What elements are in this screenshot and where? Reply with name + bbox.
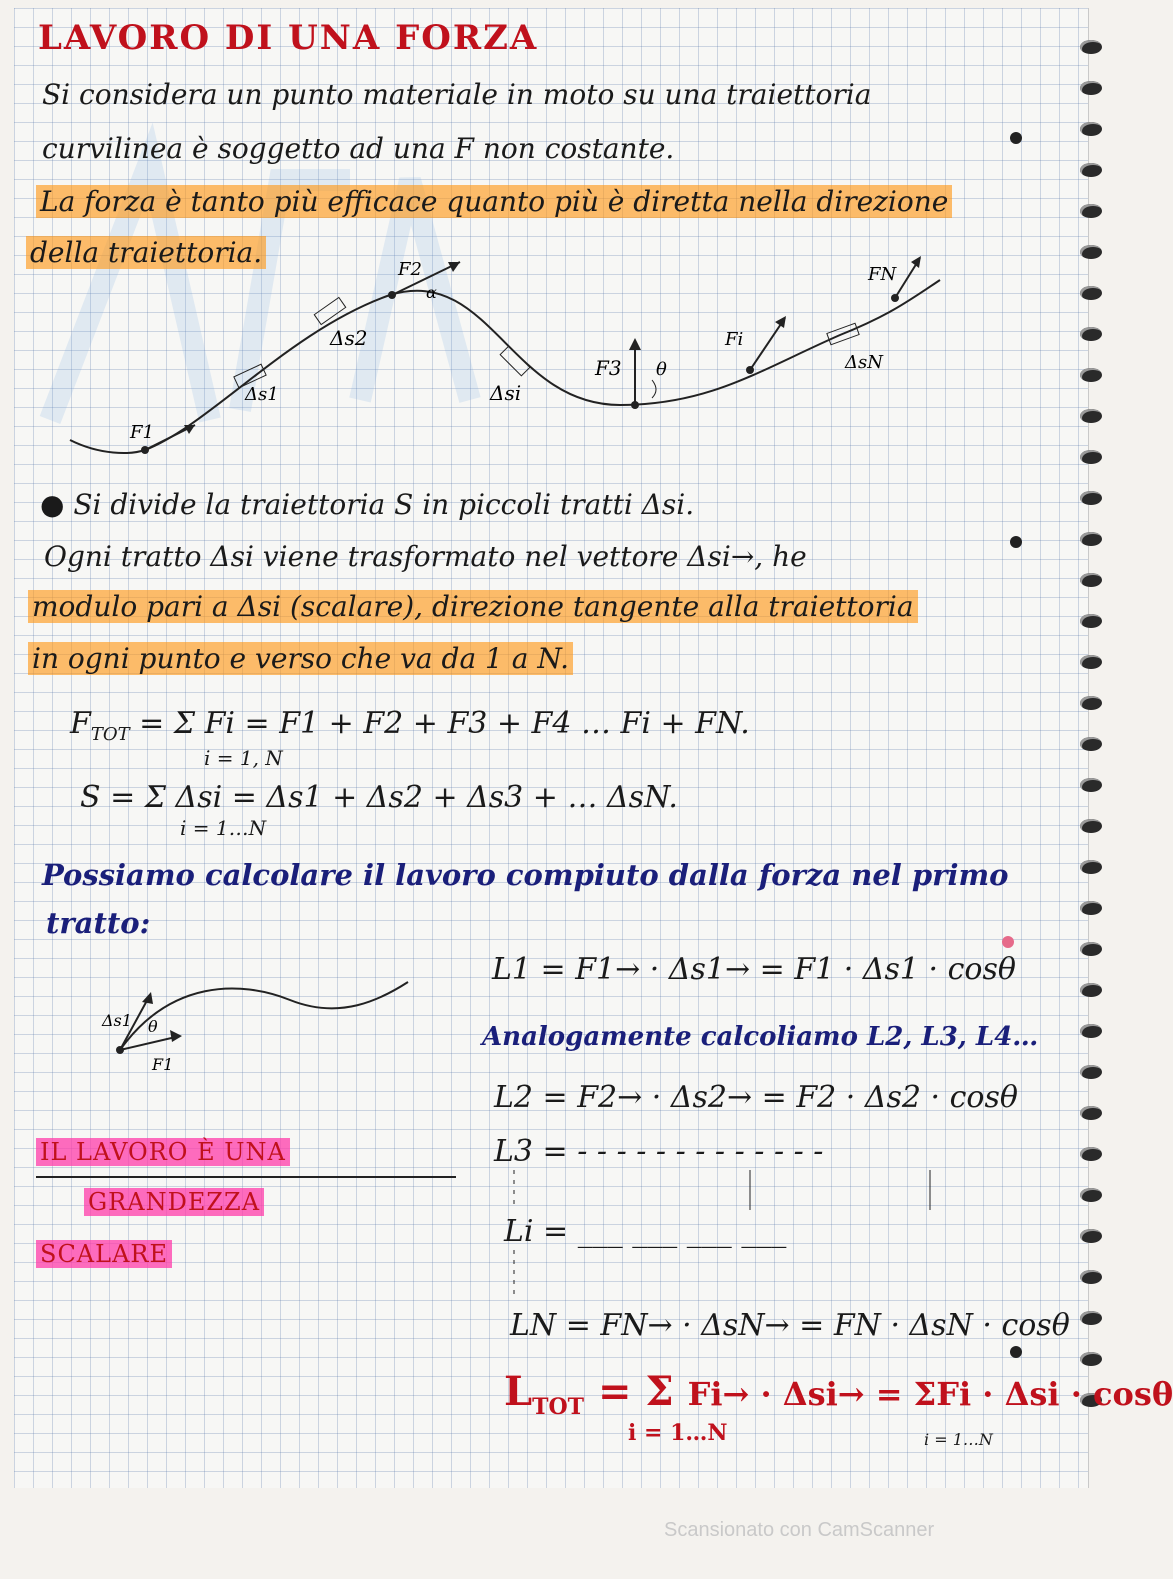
scanner-footer: Scansionato con CamScanner bbox=[664, 1519, 935, 1541]
spiral-ring bbox=[1080, 1106, 1102, 1120]
spiral-ring bbox=[1080, 286, 1102, 300]
spiral-ring bbox=[1080, 1065, 1102, 1079]
punch-hole bbox=[1010, 1346, 1022, 1358]
spiral-ring bbox=[1080, 983, 1102, 997]
spiral-ring bbox=[1080, 860, 1102, 874]
scalar-line-3: SCALARE bbox=[36, 1240, 172, 1268]
trajectory-diagram bbox=[60, 250, 960, 480]
l1-formula: L1 = F1→ · Δs1→ = F1 · Δs1 · cosθ bbox=[492, 952, 1016, 987]
spiral-ring bbox=[1080, 163, 1102, 177]
punch-hole bbox=[1010, 536, 1022, 548]
spiral-ring bbox=[1080, 245, 1102, 259]
spiral-ring bbox=[1080, 1311, 1102, 1325]
scalar-divider bbox=[36, 1176, 456, 1178]
work-heading-1: Possiamo calcolare il lavoro compiuto dalla forza nel primo bbox=[42, 858, 1009, 892]
l3-formula: L3 = - - - - - - - - - - - - - bbox=[494, 1134, 824, 1169]
spiral-ring bbox=[1080, 1024, 1102, 1038]
label-dsi: Δsi bbox=[490, 381, 522, 405]
division-highlight-1: modulo pari a Δsi (scalare), direzione tangente alla traiettoria bbox=[28, 590, 918, 623]
division-line-2: Ogni tratto Δsi viene trasformato nel vettore Δsi→, he bbox=[44, 540, 807, 573]
intro-highlight-2: della traiettoria. bbox=[26, 236, 266, 269]
spiral-ring bbox=[1080, 1270, 1102, 1284]
pink-dot bbox=[1002, 936, 1014, 948]
spiral-ring bbox=[1080, 696, 1102, 710]
label-f1-small: F1 bbox=[152, 1055, 174, 1074]
spiral-ring bbox=[1080, 573, 1102, 587]
division-bullet: ● Si divide la traiettoria S in piccoli tratti Δsi. bbox=[40, 488, 695, 521]
spiral-ring bbox=[1080, 1147, 1102, 1161]
spiral-ring bbox=[1080, 1188, 1102, 1202]
label-theta-small: θ bbox=[148, 1017, 158, 1036]
ftot-index: i = 1, N bbox=[204, 746, 283, 770]
spiral-ring bbox=[1080, 614, 1102, 628]
label-fn: FN bbox=[868, 264, 897, 285]
spiral-ring bbox=[1080, 327, 1102, 341]
label-fi: Fi bbox=[725, 329, 744, 350]
ftot-formula: $F_{TOT} = \Sigma$ Fi = F1 + F2 + F3 + F4 … Fi + FN. bbox=[70, 706, 750, 745]
ln-formula: LN = FN→ · ΔsN→ = FN · ΔsN · cosθ bbox=[510, 1308, 1070, 1343]
ltot-index-2: i = 1…N bbox=[924, 1430, 993, 1449]
spiral-ring bbox=[1080, 40, 1102, 54]
scalar-line-1: IL LAVORO È UNA bbox=[36, 1138, 290, 1166]
intro-line-1: Si considera un punto materiale in moto su una traiettoria bbox=[42, 78, 872, 111]
label-f1: F1 bbox=[130, 422, 154, 443]
ltot-formula: $L_{TOT} = \Sigma$ Fi→ · Δsi→ = ΣFi · Δsi · cosθ bbox=[504, 1368, 1173, 1420]
spiral-ring bbox=[1080, 737, 1102, 751]
dotted-structure bbox=[508, 1170, 948, 1310]
intro-highlight-1: La forza è tanto più efficace quanto più è diretta nella direzione bbox=[36, 185, 952, 218]
s-index: i = 1…N bbox=[180, 816, 267, 840]
spiral-ring bbox=[1080, 81, 1102, 95]
label-alpha: α bbox=[426, 283, 437, 302]
spiral-ring bbox=[1080, 1229, 1102, 1243]
label-f2: F2 bbox=[398, 259, 422, 280]
spiral-binding bbox=[1070, 40, 1102, 1440]
spiral-ring bbox=[1080, 122, 1102, 136]
spiral-ring bbox=[1080, 1352, 1102, 1366]
spiral-ring bbox=[1080, 532, 1102, 546]
spiral-ring bbox=[1080, 204, 1102, 218]
ltot-index: i = 1…N bbox=[628, 1420, 728, 1446]
spiral-ring bbox=[1080, 901, 1102, 915]
label-dsn: ΔsN bbox=[845, 352, 883, 373]
spiral-ring bbox=[1080, 655, 1102, 669]
work-heading-2: tratto: bbox=[46, 906, 151, 940]
label-ds2: Δs2 bbox=[330, 326, 368, 350]
s-formula: S = Σ Δsi = Δs1 + Δs2 + Δs3 + … ΔsN. bbox=[80, 780, 678, 815]
label-ds1-small: Δs1 bbox=[102, 1011, 132, 1030]
analog-line: Analogamente calcoliamo L2, L3, L4… bbox=[482, 1022, 1039, 1052]
page-title: LAVORO DI UNA FORZA bbox=[38, 18, 539, 58]
li-formula: Li = ___ ___ ___ ___ bbox=[504, 1214, 787, 1249]
l2-formula: L2 = F2→ · Δs2→ = F2 · Δs2 · cosθ bbox=[494, 1080, 1018, 1115]
scalar-line-2: GRANDEZZA bbox=[84, 1188, 264, 1216]
intro-line-2: curvilinea è soggetto ad una F non costante. bbox=[42, 132, 675, 165]
spiral-ring bbox=[1080, 450, 1102, 464]
spiral-ring bbox=[1080, 491, 1102, 505]
label-f3: F3 bbox=[595, 356, 622, 380]
spiral-ring bbox=[1080, 819, 1102, 833]
spiral-ring bbox=[1080, 368, 1102, 382]
first-segment-diagram bbox=[90, 970, 420, 1090]
punch-hole bbox=[1010, 132, 1022, 144]
spiral-ring bbox=[1080, 942, 1102, 956]
spiral-ring bbox=[1080, 778, 1102, 792]
division-highlight-2: in ogni punto e verso che va da 1 a N. bbox=[28, 642, 573, 675]
label-theta: θ bbox=[656, 359, 667, 380]
label-ds1: Δs1 bbox=[245, 384, 279, 405]
spiral-ring bbox=[1080, 409, 1102, 423]
